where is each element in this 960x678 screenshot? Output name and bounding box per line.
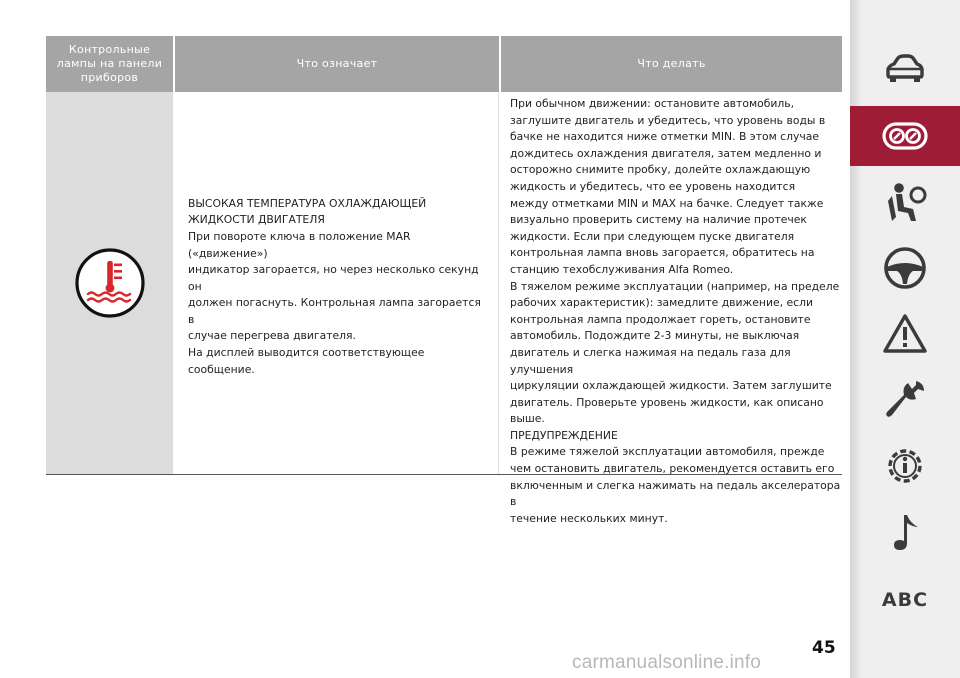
sidebar-item-index[interactable] <box>850 570 960 630</box>
abc-index-label: ABC <box>881 589 929 611</box>
sidebar-item-multimedia[interactable] <box>850 502 960 562</box>
airbag-seat-icon <box>880 177 930 227</box>
meaning-cell <box>175 92 499 474</box>
sidebar-item-technical[interactable] <box>850 436 960 496</box>
watermark: carmanualsonline.info <box>572 652 762 673</box>
info-gear-icon <box>880 441 930 491</box>
engine-coolant-temperature-icon <box>74 247 146 319</box>
page-number: 45 <box>812 638 836 658</box>
sidebar-item-safety[interactable] <box>850 172 960 232</box>
meaning-text: ВЫСОКАЯ ТЕМПЕРАТУРА ОХЛАЖДАЮЩЕЙ ЖИДКОСТИ ДВИГАТЕЛЯ При повороте ключа в положение MAR («движение») индикатор загорается, но через несколько секунд он должен погаснуть. Контрольная лампа загорается в случае перегрева двигателя. На дисплей выводится соответствующее сообщение. <box>188 196 481 376</box>
header-meaning: Что означает <box>175 36 501 92</box>
wrench-icon <box>880 375 930 425</box>
sidebar-item-instruments[interactable] <box>850 106 960 166</box>
action-text: При обычном движении: остановите автомобиль, заглушите двигатель и убедитесь, что уровень воды в бачке не находится ниже отметки MIN. В этом случае дождитесь охлаждения двигателя, затем медленно и осторожно снимите пробку, долейте охлаждающую жидкость и убедитесь, что ее уровень находится между отметками MIN и MAX на бачке. Следует также визуально проверить систему на наличие протечек жидкости. Если при следующем пуске двигателя контрольная лампа вновь загорается, обратитесь на станцию техобслуживания Alfa Romeo. В тяжелом режиме эксплуатации (например, на пределе рабочих характеристик): замедлите движение, если контрольная лампа продолжает гореть, остановите автомобиль. Подождите 2-3 минуты, не выключая двигатель и слегка нажимая на педаль газа для улучшения циркуляции охлаждающей жидкости. Затем заглушите двигатель. Проверьте уровень жидкости, как описано выше. ПРЕДУПРЕЖДЕНИЕ В режиме тяжелой эксплуатации автомобиля, прежде чем остановить двигатель, рекомендуется оставить его включенным и слегка нажимать на педаль акселератора в течение нескольких минут. <box>510 97 841 525</box>
header-action: Что делать <box>637 57 706 70</box>
instrument-panel-icon <box>880 111 930 161</box>
table-header <box>46 36 842 92</box>
table-row <box>46 92 842 525</box>
car-icon <box>880 45 930 95</box>
sidebar-item-driving[interactable] <box>850 238 960 298</box>
warning-lights-table <box>46 36 842 525</box>
header-warning-lights: Контрольные лампы на панели приборов <box>46 36 175 92</box>
music-note-icon <box>880 507 930 557</box>
chapter-sidebar <box>850 0 960 678</box>
steering-wheel-icon <box>880 243 930 293</box>
sidebar-item-car[interactable] <box>850 40 960 100</box>
sidebar-item-emergency[interactable] <box>850 304 960 364</box>
action-cell <box>499 92 842 525</box>
icon-cell <box>46 92 175 474</box>
sidebar-item-maintenance[interactable] <box>850 370 960 430</box>
warning-triangle-icon <box>880 309 930 359</box>
